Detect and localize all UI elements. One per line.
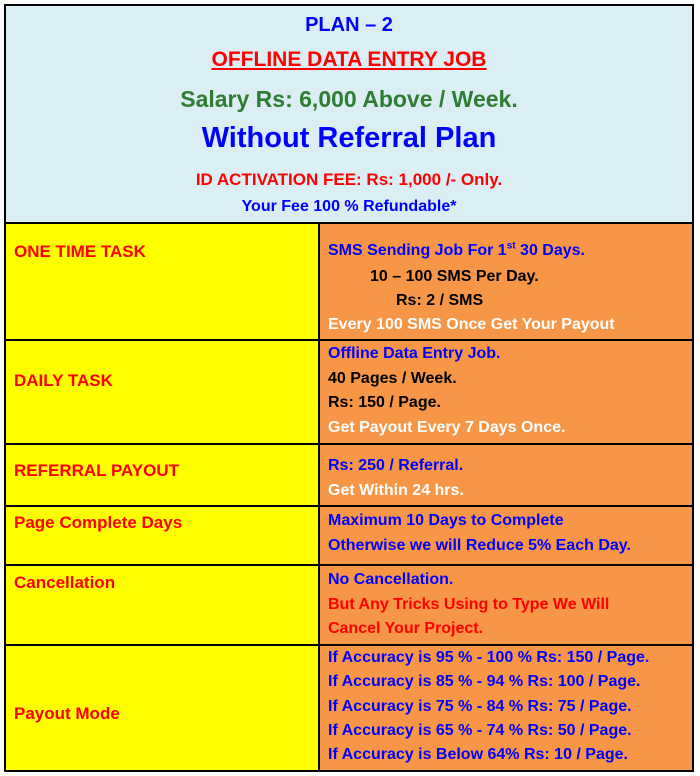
row-label: Page Complete Days xyxy=(14,513,183,532)
detail-line: Offline Data Entry Job. xyxy=(328,345,501,362)
detail-line: If Accuracy is 85 % - 94 % Rs: 100 / Page. xyxy=(328,673,641,690)
detail-line: Rs: 150 / Page. xyxy=(328,394,441,411)
detail-line: 40 Pages / Week. xyxy=(328,370,457,387)
row-label-cell xyxy=(6,341,320,443)
salary-text: Salary Rs: 6,000 Above / Week. xyxy=(180,86,518,112)
row-label: ONE TIME TASK xyxy=(14,242,146,261)
row-label-cell xyxy=(6,646,320,770)
detail-line: Cancel Your Project. xyxy=(328,620,484,637)
detail-line: Get Payout Every 7 Days Once. xyxy=(328,419,566,436)
job-title: OFFLINE DATA ENTRY JOB xyxy=(211,48,487,71)
row-detail-cell xyxy=(320,646,692,770)
plan-type: Without Referral Plan xyxy=(201,122,497,154)
activation-fee: ID ACTIVATION FEE: Rs: 1,000 /- Only. xyxy=(195,170,503,189)
plan-number: PLAN – 2 xyxy=(305,14,393,36)
row-label: Payout Mode xyxy=(14,704,120,723)
row-referral-payout xyxy=(6,445,692,507)
row-detail-cell xyxy=(320,341,692,443)
detail-line: No Cancellation. xyxy=(328,571,454,588)
detail-line: If Accuracy is 95 % - 100 % Rs: 150 / Page. xyxy=(328,649,650,666)
row-page-complete-days xyxy=(6,507,692,566)
detail-line: But Any Tricks Using to Type We Will xyxy=(328,596,610,613)
detail-line: If Accuracy is 75 % - 84 % Rs: 75 / Page. xyxy=(328,698,632,715)
detail-line: Otherwise we will Reduce 5% Each Day. xyxy=(328,537,631,554)
detail-line: SMS Sending Job For 1st 30 Days. xyxy=(328,240,585,259)
row-label: Cancellation xyxy=(14,573,116,592)
detail-line: Maximum 10 Days to Complete xyxy=(328,512,564,529)
row-label-cell xyxy=(6,224,320,339)
row-label-cell xyxy=(6,445,320,505)
detail-line: If Accuracy is Below 64% Rs: 10 / Page. xyxy=(328,746,628,763)
detail-line: Rs: 2 / SMS xyxy=(396,292,484,309)
row-one-time-task xyxy=(6,224,692,341)
row-label-cell xyxy=(6,507,320,564)
detail-line: 10 – 100 SMS Per Day. xyxy=(370,268,539,285)
row-cancellation xyxy=(6,566,692,646)
detail-line: If Accuracy is 65 % - 74 % Rs: 50 / Page. xyxy=(328,722,632,739)
row-detail-cell xyxy=(320,224,692,339)
row-detail-cell xyxy=(320,445,692,505)
detail-line: Every 100 SMS Once Get Your Payout xyxy=(328,316,615,333)
row-label-cell xyxy=(6,566,320,644)
row-detail-cell xyxy=(320,507,692,564)
detail-line: Get Within 24 hrs. xyxy=(328,482,464,499)
plan-header xyxy=(6,6,692,224)
plan-table xyxy=(4,4,694,772)
row-payout-mode xyxy=(6,646,692,770)
row-daily-task xyxy=(6,341,692,445)
row-label: DAILY TASK xyxy=(14,371,113,390)
detail-line: Rs: 250 / Referral. xyxy=(328,457,464,474)
row-label: REFERRAL PAYOUT xyxy=(14,461,179,480)
row-detail-cell xyxy=(320,566,692,644)
refund-note: Your Fee 100 % Refundable* xyxy=(241,198,457,215)
